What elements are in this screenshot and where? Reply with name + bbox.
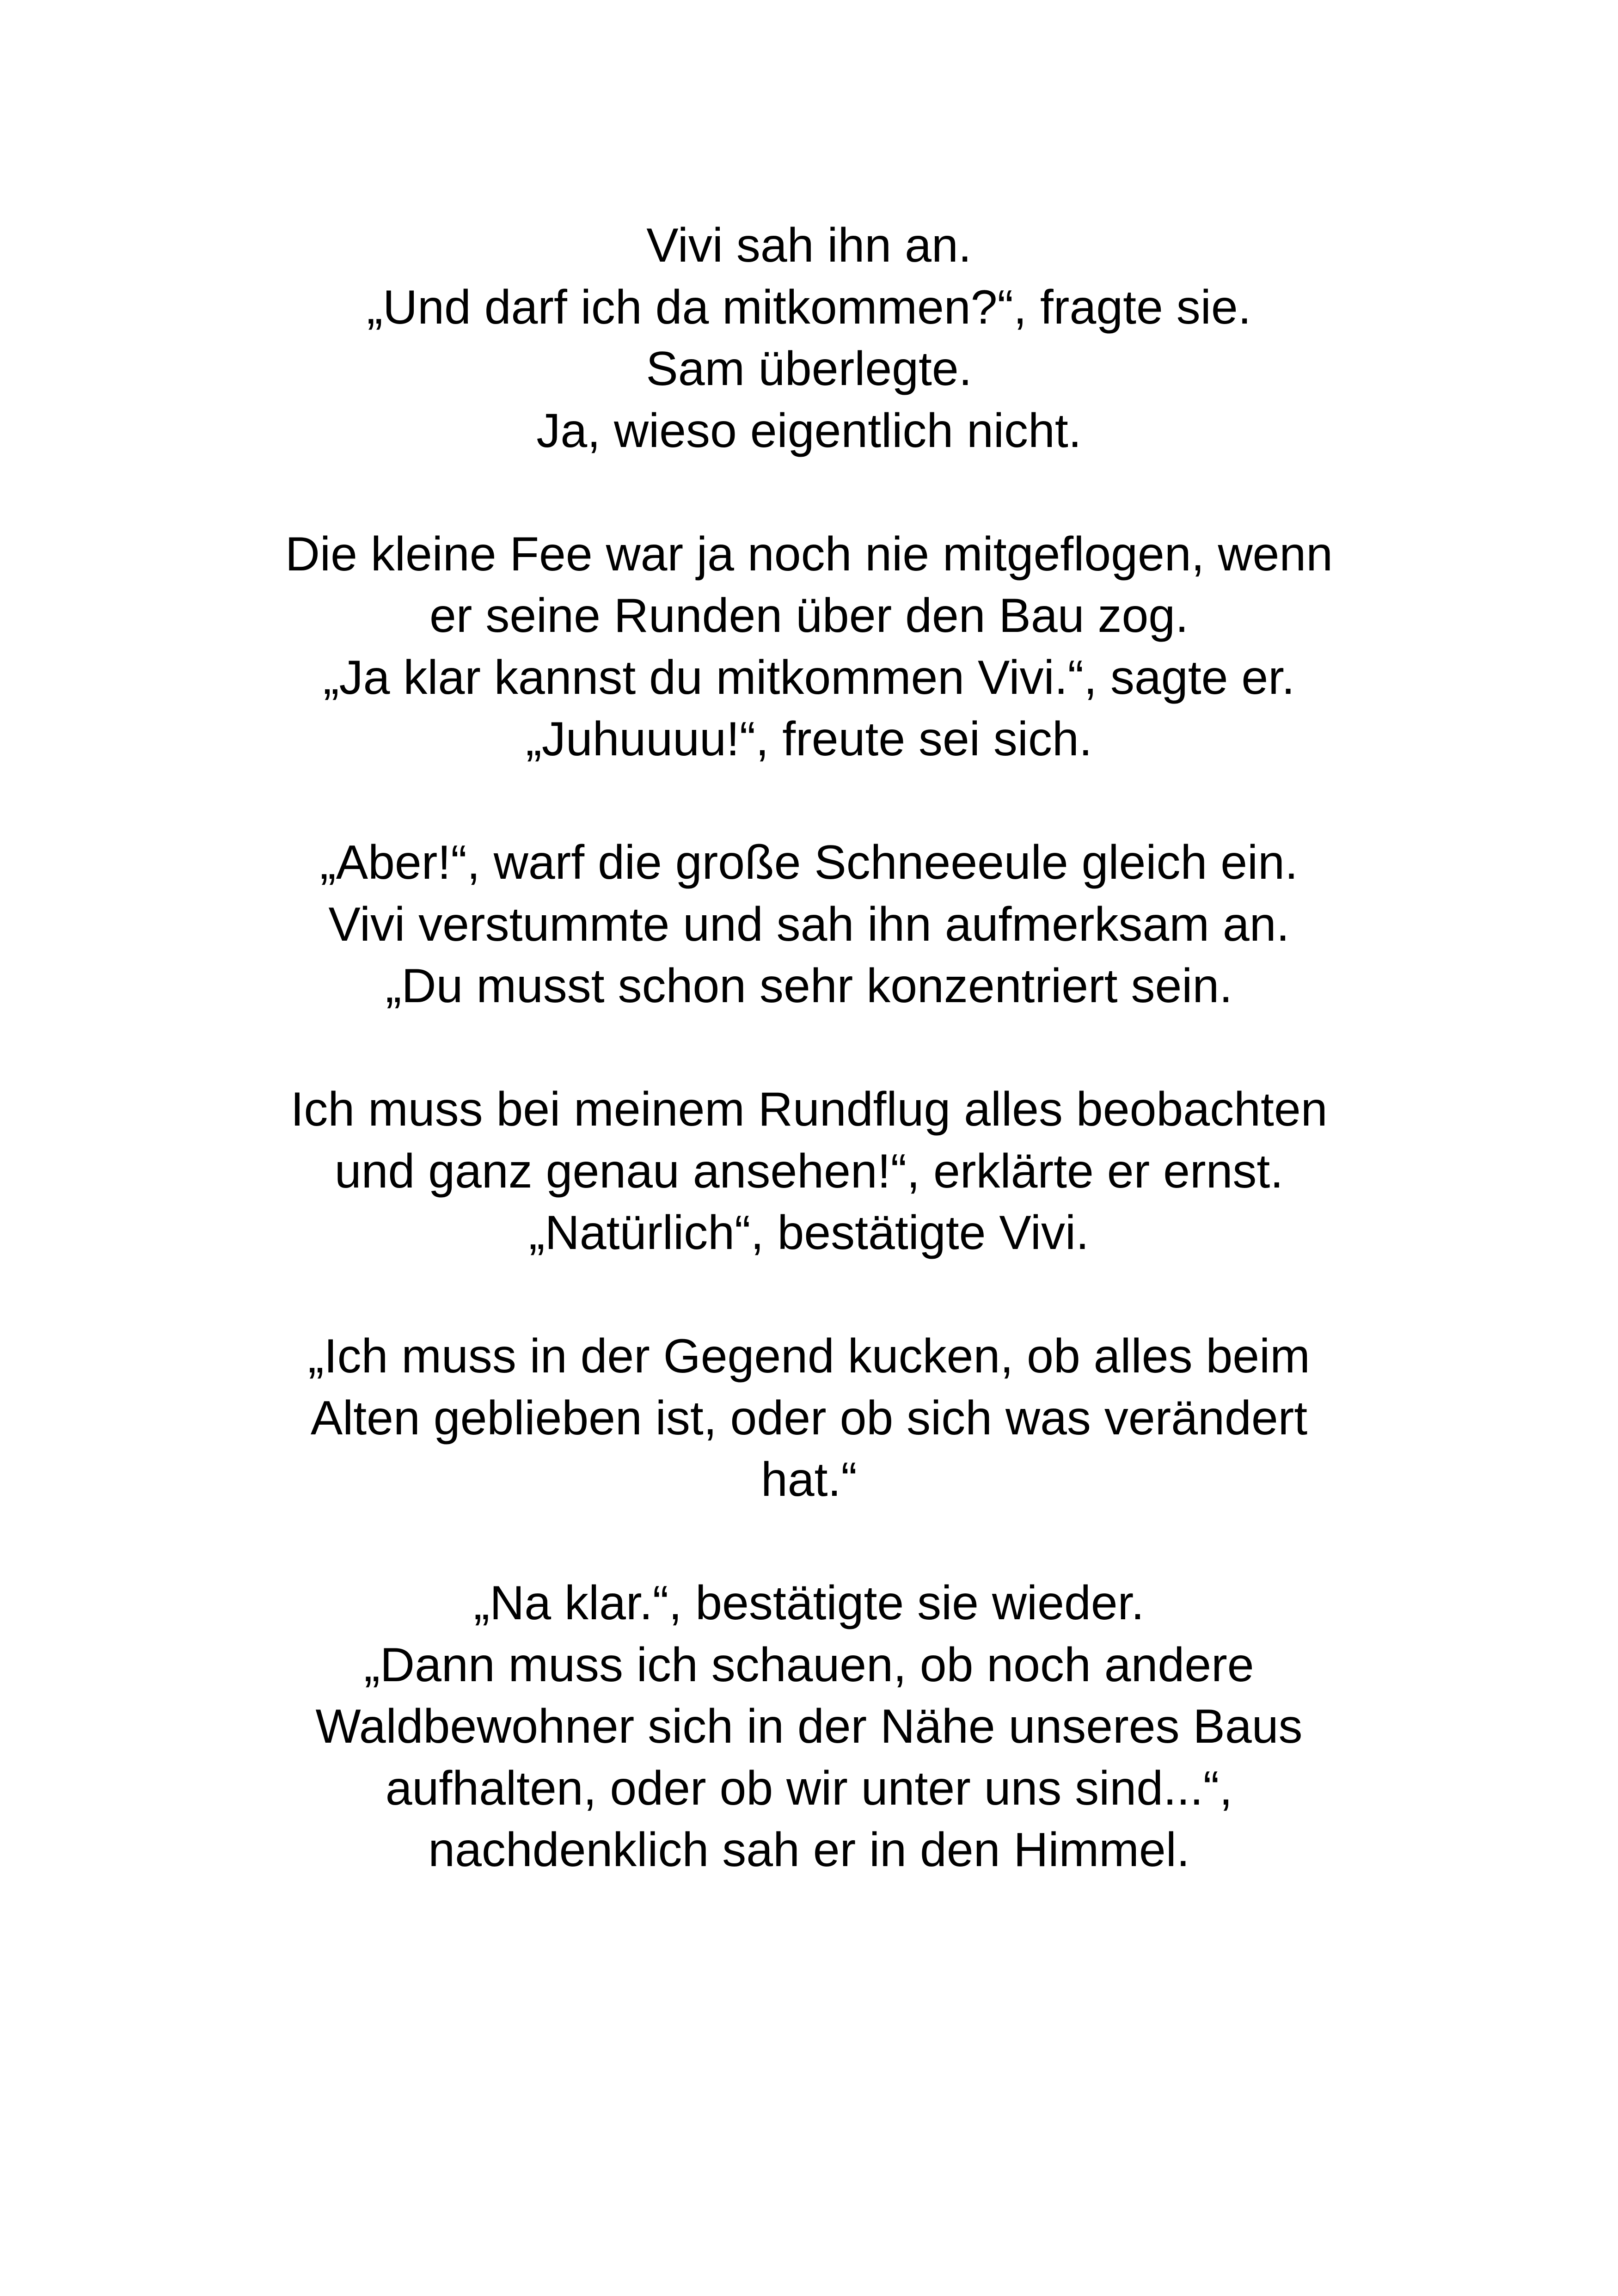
text-line: „Aber!“, warf die große Schneeeule gleich ein. xyxy=(320,836,1298,889)
text-line: Alten geblieben ist, oder ob sich was verändert xyxy=(310,1391,1308,1445)
text-line: „Und darf ich da mitkommen?“, fragte sie. xyxy=(367,280,1251,334)
paragraph xyxy=(139,1326,1479,1511)
text-line: nachdenklich sah er in den Himmel. xyxy=(428,1823,1190,1877)
story-text xyxy=(139,215,1479,1881)
text-line: Vivi sah ihn an. xyxy=(646,219,972,272)
text-line: „Ja klar kannst du mitkommen Vivi.“, sagte er. xyxy=(323,650,1295,704)
text-line: Sam überlegte. xyxy=(646,342,972,396)
text-line: Die kleine Fee war ja noch nie mitgeflogen, wenn xyxy=(285,527,1333,581)
paragraph xyxy=(139,524,1479,771)
text-line: „Juhuuuu!“, freute sei sich. xyxy=(526,712,1092,766)
text-line: „Ich muss in der Gegend kucken, ob alles beim xyxy=(308,1329,1310,1383)
text-line: „Natürlich“, bestätigte Vivi. xyxy=(529,1206,1089,1260)
text-line: „Dann muss ich schauen, ob noch andere xyxy=(364,1638,1254,1692)
text-line: Ich muss bei meinem Rundflug alles beobachten xyxy=(290,1083,1328,1136)
text-line: er seine Runden über den Bau zog. xyxy=(429,589,1189,643)
paragraph xyxy=(139,1079,1479,1264)
paragraph xyxy=(139,1573,1479,1881)
text-line: Waldbewohner sich in der Nähe unseres Baus xyxy=(315,1700,1303,1753)
text-line: Ja, wieso eigentlich nicht. xyxy=(536,404,1082,458)
paragraph xyxy=(139,215,1479,462)
paragraph xyxy=(139,832,1479,1017)
text-line: „Na klar.“, bestätigte sie wieder. xyxy=(473,1576,1145,1630)
text-line: Vivi verstummte und sah ihn aufmerksam an. xyxy=(328,897,1290,951)
text-line: und ganz genau ansehen!“, erklärte er ernst. xyxy=(334,1144,1284,1198)
text-line: hat.“ xyxy=(760,1453,858,1506)
text-line: aufhalten, oder ob wir unter uns sind...“, xyxy=(385,1761,1233,1815)
text-line: „Du musst schon sehr konzentriert sein. xyxy=(385,959,1233,1013)
